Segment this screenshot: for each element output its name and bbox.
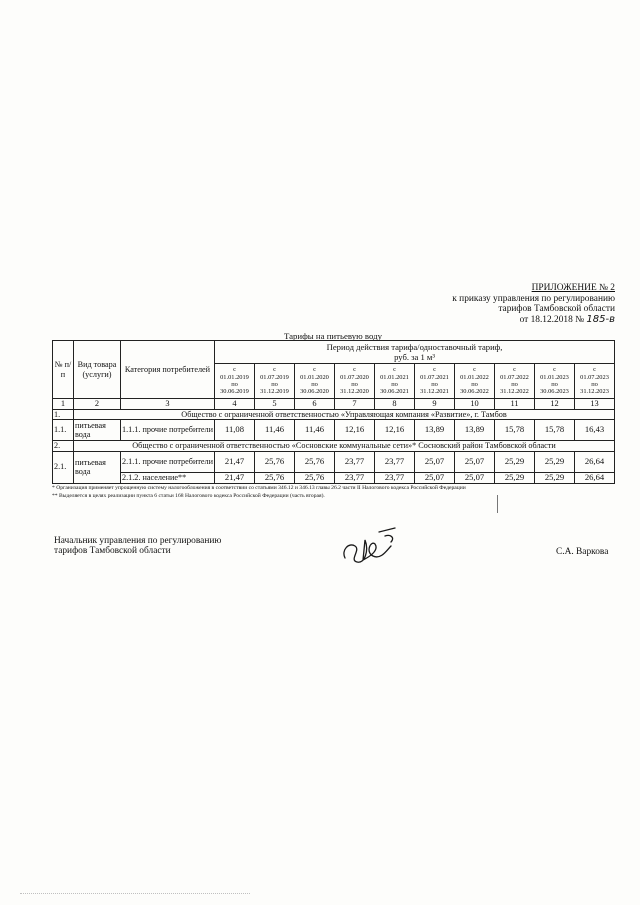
column-number: 9: [415, 399, 455, 410]
tariff-value: 21,47: [215, 451, 255, 472]
signer-title-line1: Начальник управления по регулированию: [54, 536, 222, 546]
signer-title-line2: тарифов Тамбовской области: [54, 546, 171, 557]
tariff-value: 25,07: [415, 451, 455, 472]
row-num: 2.1.: [53, 451, 74, 483]
column-number: 13: [575, 399, 615, 410]
tariff-value: 25,29: [495, 472, 535, 483]
column-number: 1: [53, 399, 74, 410]
tariff-value: 12,16: [375, 420, 415, 441]
tariff-value: 23,77: [335, 451, 375, 472]
column-number: 10: [455, 399, 495, 410]
org2-num: 2.: [53, 441, 74, 452]
row-category: 2.1.1. прочие потребители: [121, 451, 215, 472]
tariff-table: [52, 340, 615, 484]
appendix-date: от 18.12.2018 №: [519, 314, 585, 325]
header-category: Категория потребителей: [121, 341, 215, 399]
column-number: 12: [535, 399, 575, 410]
tariff-value: 23,77: [375, 451, 415, 472]
column-number: 8: [375, 399, 415, 410]
table-row: [53, 451, 615, 472]
header-period: [215, 341, 615, 364]
tariff-value: 21,47: [215, 472, 255, 483]
scan-noise: [20, 893, 250, 896]
tariff-value: 25,29: [535, 451, 575, 472]
tariff-value: 25,07: [415, 472, 455, 483]
column-number: 6: [295, 399, 335, 410]
tariff-value: 13,89: [455, 420, 495, 441]
handwritten-signature: [335, 520, 410, 570]
tariff-value: 13,89: [415, 420, 455, 441]
tariff-value: 15,78: [495, 420, 535, 441]
org1-name: Общество с ограниченной ответственностью «Управляющая компания «Развитие», г. Тамбов: [74, 409, 615, 420]
appendix-title: ПРИЛОЖЕНИЕ № 2: [531, 283, 615, 293]
signer-name: С.А. Варкова: [556, 547, 609, 557]
column-number: 11: [495, 399, 535, 410]
period-cell: с 01.01.2019 по 30.06.2019: [215, 364, 255, 399]
column-number: 4: [215, 399, 255, 410]
tariff-value: 25,29: [495, 451, 535, 472]
footnote-2: ** Выделяется в целях реализации пункта 6 статьи 168 Налогового кодекса Российской Федерации (часть вторая).: [52, 492, 325, 499]
tariff-value: 11,46: [255, 420, 295, 441]
row-goods: питьевая вода: [74, 420, 121, 441]
footnotes: [52, 485, 614, 500]
tariff-value: 26,64: [575, 451, 615, 472]
org1-row: [53, 409, 615, 420]
tariff-value: 26,64: [575, 472, 615, 483]
footnote-1: * Организация применяет упрощенную систему налогообложения в соответствии со статьями 346.12 и 346.13 главы 26.2 части II Налогового кодекса Российской Федерации: [52, 485, 466, 491]
tariff-value: 12,16: [335, 420, 375, 441]
tariff-value: 25,76: [295, 472, 335, 483]
table-row: [53, 472, 615, 483]
column-number: 5: [255, 399, 295, 410]
header-period-line2: руб. за 1 м³: [394, 352, 435, 362]
period-cell: с 01.01.2020 по 30.06.2020: [295, 364, 335, 399]
period-cell: с 01.07.2020 по 31.12.2020: [335, 364, 375, 399]
header-goods: Вид товара (услуги): [74, 341, 121, 399]
tariff-value: 23,77: [375, 472, 415, 483]
period-cell: с 01.07.2023 по 31.12.2023: [575, 364, 615, 399]
tariff-value: 25,76: [295, 451, 335, 472]
column-number: 7: [335, 399, 375, 410]
tariff-value: 25,76: [255, 472, 295, 483]
period-cell: с 01.07.2019 по 31.12.2019: [255, 364, 295, 399]
scan-mark: [497, 495, 498, 513]
appendix-order-number: 185-в: [586, 313, 615, 325]
org2-name: Общество с ограниченной ответственностью «Сосновские коммунальные сети»* Сосновский район Тамбовской области: [74, 441, 615, 452]
tariff-value: 11,46: [295, 420, 335, 441]
row-goods: питьевая вода: [74, 451, 121, 483]
column-number: 2: [74, 399, 121, 410]
period-cell: с 01.01.2021 по 30.06.2021: [375, 364, 415, 399]
appendix-date-line: [400, 315, 615, 326]
tariff-value: 25,76: [255, 451, 295, 472]
column-number: 3: [121, 399, 215, 410]
row-category: 2.1.2. население**: [121, 472, 215, 483]
appendix-header: [400, 283, 615, 325]
org2-row: [53, 441, 615, 452]
tariff-value: 23,77: [335, 472, 375, 483]
header-period-line1: Период действия тарифа/одноставочный тариф,: [326, 342, 503, 352]
tariff-value: 16,43: [575, 420, 615, 441]
tariff-value: 15,78: [535, 420, 575, 441]
row-num: 1.1.: [53, 420, 74, 441]
appendix-authority-line: тарифов Тамбовской области: [498, 304, 615, 315]
period-cell: с 01.01.2023 по 30.06.2023: [535, 364, 575, 399]
period-cell: с 01.01.2022 по 30.06.2022: [455, 364, 495, 399]
row-category: 1.1.1. прочие потребители: [121, 420, 215, 441]
appendix-order-line: к приказу управления по регулированию: [452, 293, 615, 304]
period-cell: с 01.07.2022 по 31.12.2022: [495, 364, 535, 399]
table-row: [53, 420, 615, 441]
signer-title: [54, 536, 221, 557]
column-number-row: [53, 399, 615, 410]
period-cell: с 01.07.2021 по 31.12.2021: [415, 364, 455, 399]
tariff-value: 25,29: [535, 472, 575, 483]
tariff-value: 25,07: [455, 451, 495, 472]
header-num: № п/п: [53, 341, 74, 399]
tariff-value: 25,07: [455, 472, 495, 483]
table-title: Тарифы на питьевую воду: [283, 331, 383, 341]
org1-num: 1.: [53, 409, 74, 420]
tariff-value: 11,08: [215, 420, 255, 441]
